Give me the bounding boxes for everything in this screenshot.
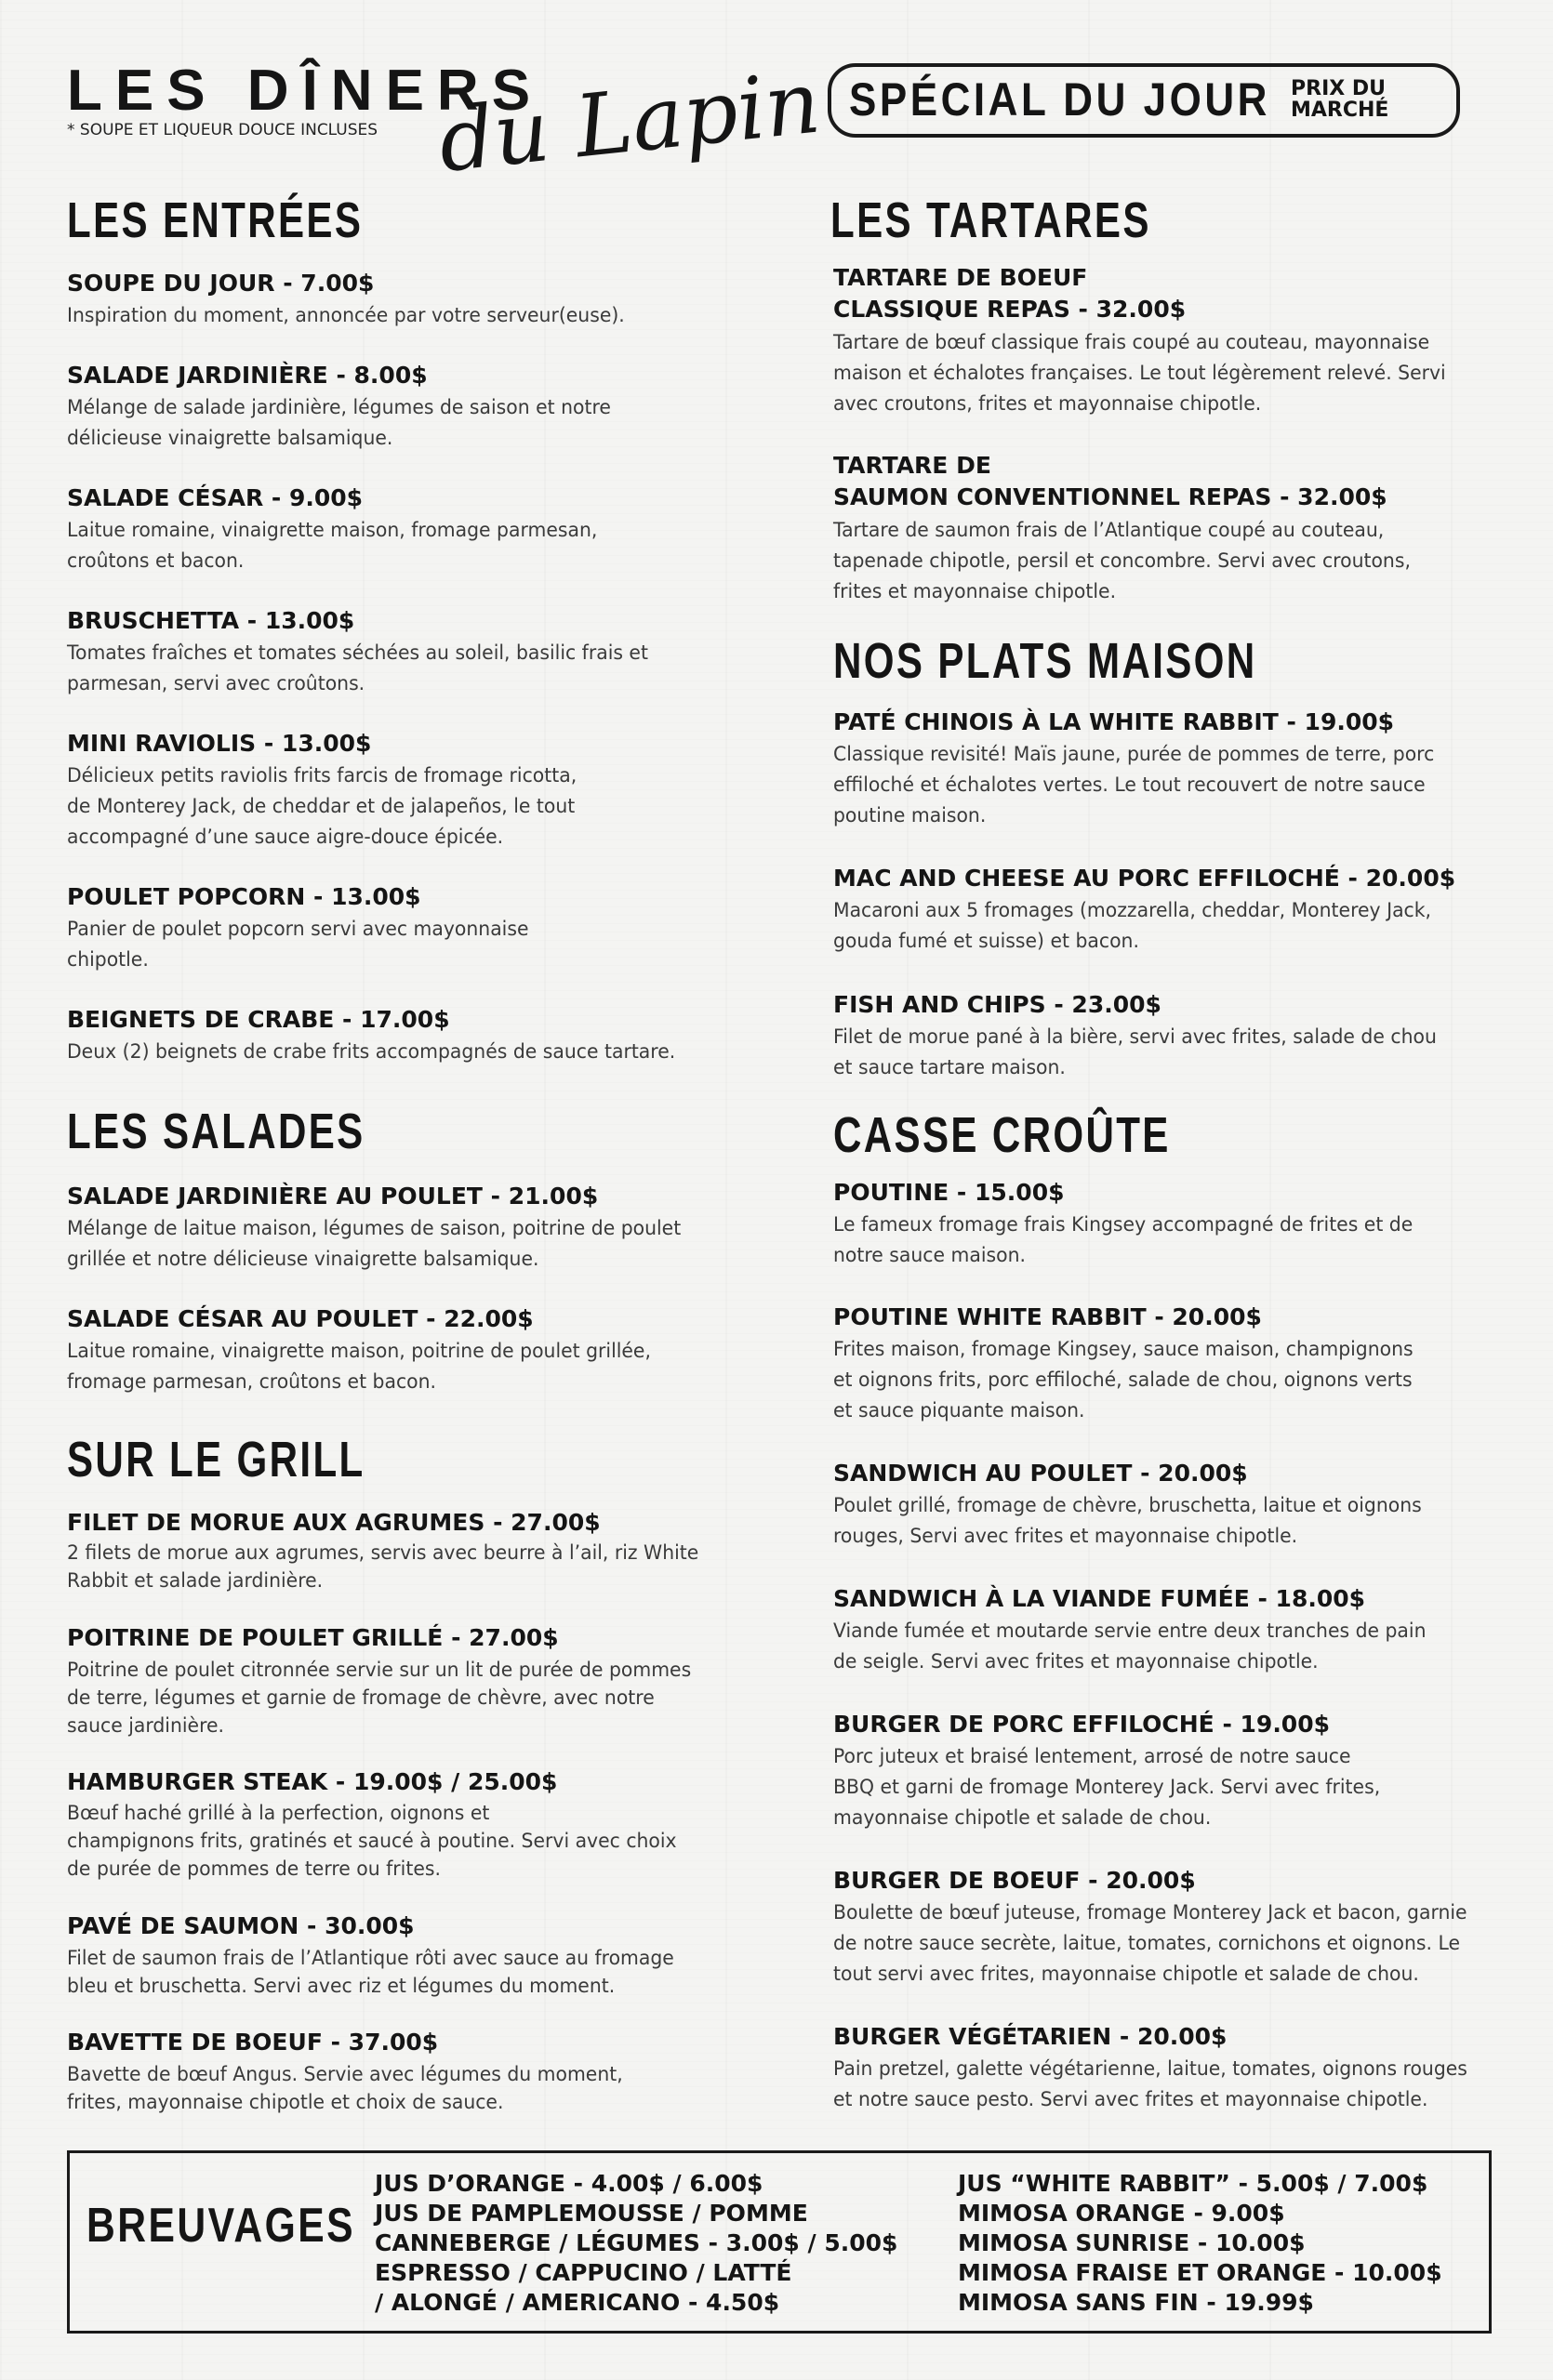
tartare-title: TARTARE DE BOEUF bbox=[833, 264, 1088, 291]
grill-desc: Rabbit et salade jardinière. bbox=[67, 1569, 324, 1592]
entree-desc: Deux (2) beignets de crabe frits accompagnés de sauce tartare. bbox=[67, 1040, 676, 1063]
grill-desc: Filet de saumon frais de l’Atlantique rôti avec sauce au fromage bbox=[67, 1947, 674, 1969]
entree-desc: Panier de poulet popcorn servi avec mayonnaise bbox=[67, 918, 529, 940]
entree-desc: accompagné d’une sauce aigre-douce épicée. bbox=[67, 826, 504, 848]
casse-title: BURGER VÉGÉTARIEN - 20.00$ bbox=[833, 2023, 1228, 2050]
casse-desc: tout servi avec frites, mayonnaise chipotle et salade de chou. bbox=[833, 1963, 1419, 1985]
maison-desc: Classique revisité! Maïs jaune, purée de pommes de terre, porc bbox=[833, 743, 1435, 765]
entree-desc: parmesan, servi avec croûtons. bbox=[67, 672, 365, 694]
grill-desc: frites, mayonnaise chipotle et choix de sauce. bbox=[67, 2091, 504, 2113]
special-price-line2: MARCHÉ bbox=[1291, 99, 1389, 122]
entree-title: BRUSCHETTA - 13.00$ bbox=[67, 607, 355, 634]
tartare-desc: avec croutons, frites et mayonnaise chipotle. bbox=[833, 392, 1262, 415]
svg-text:du Lapin: du Lapin bbox=[433, 52, 825, 192]
casse-desc: Porc juteux et braisé lentement, arrosé de notre sauce bbox=[833, 1745, 1351, 1767]
brand-title: LES DÎNERS bbox=[67, 59, 544, 123]
tartare-desc: tapenade chipotle, persil et concombre. Servi avec croutons, bbox=[833, 549, 1411, 572]
entree-desc: chipotle. bbox=[67, 948, 149, 971]
casse-desc: Poulet grillé, fromage de chèvre, bruschetta, laitue et oignons bbox=[833, 1494, 1422, 1516]
entree-desc: Inspiration du moment, annoncée par votre serveur(euse). bbox=[67, 304, 625, 326]
special-title: SPÉCIAL DU JOUR bbox=[849, 73, 1270, 126]
maison-desc: Filet de morue pané à la bière, servi avec frites, salade de chou bbox=[833, 1025, 1437, 1048]
casse-desc: et oignons frits, porc effiloché, salade de chou, oignons verts bbox=[833, 1368, 1413, 1391]
entree-desc: Délicieux petits raviolis frits farcis de fromage ricotta, bbox=[67, 764, 577, 787]
maison-title: MAC AND CHEESE AU PORC EFFILOCHÉ - 20.00$ bbox=[833, 865, 1456, 892]
casse-title: BURGER DE BOEUF - 20.00$ bbox=[833, 1867, 1196, 1894]
entree-title: BEIGNETS DE CRABE - 17.00$ bbox=[67, 1006, 450, 1033]
grill-desc: 2 filets de morue aux agrumes, servis avec beurre à l’ail, riz White bbox=[67, 1541, 699, 1564]
maison-desc: et sauce tartare maison. bbox=[833, 1056, 1066, 1078]
casse-desc: Pain pretzel, galette végétarienne, laitue, tomates, oignons rouges bbox=[833, 2057, 1467, 2080]
breuvages-heading: BREUVAGES bbox=[86, 2199, 356, 2253]
section-heading-salades: LES SALADES bbox=[67, 1104, 365, 1159]
casse-desc: Boulette de bœuf juteuse, fromage Monterey Jack et bacon, garnie bbox=[833, 1901, 1467, 1924]
entree-desc: Mélange de salade jardinière, légumes de saison et notre bbox=[67, 396, 611, 418]
salade-desc: Mélange de laitue maison, légumes de saison, poitrine de poulet bbox=[67, 1217, 682, 1239]
grill-title: FILET DE MORUE AUX AGRUMES - 27.00$ bbox=[67, 1509, 601, 1536]
casse-desc: et notre sauce pesto. Servi avec frites et mayonnaise chipotle. bbox=[833, 2088, 1428, 2110]
entree-title: SALADE JARDINIÈRE - 8.00$ bbox=[67, 362, 428, 389]
casse-title: POUTINE - 15.00$ bbox=[833, 1179, 1065, 1206]
maison-desc: poutine maison. bbox=[833, 804, 987, 826]
grill-desc: de purée de pommes de terre ou frites. bbox=[67, 1858, 441, 1880]
grill-desc: sauce jardinière. bbox=[67, 1714, 225, 1737]
casse-desc: rouges, Servi avec frites et mayonnaise chipotle. bbox=[833, 1525, 1298, 1547]
special-price bbox=[1291, 78, 1388, 121]
casse-title: SANDWICH À LA VIANDE FUMÉE - 18.00$ bbox=[833, 1585, 1366, 1612]
tartare-desc: Tartare de bœuf classique frais coupé au couteau, mayonnaise bbox=[833, 331, 1430, 353]
brand-script-logo bbox=[433, 52, 825, 195]
grill-desc: de terre, légumes et garnie de fromage de chèvre, avec notre bbox=[67, 1686, 655, 1709]
entree-desc: croûtons et bacon. bbox=[67, 549, 245, 572]
breuvage-line: MIMOSA ORANGE - 9.00$ bbox=[958, 2200, 1285, 2227]
salade-title: SALADE JARDINIÈRE AU POULET - 21.00$ bbox=[67, 1183, 599, 1210]
salade-desc: Laitue romaine, vinaigrette maison, poitrine de poulet grillée, bbox=[67, 1340, 651, 1362]
grill-desc: champignons frits, gratinés et saucé à poutine. Servi avec choix bbox=[67, 1830, 677, 1852]
casse-desc: BBQ et garni de fromage Monterey Jack. Servi avec frites, bbox=[833, 1776, 1381, 1798]
section-heading-casse-croute: CASSE CROÛTE bbox=[833, 1107, 1171, 1163]
tartare-title: CLASSIQUE REPAS - 32.00$ bbox=[833, 296, 1187, 323]
tartare-title: TARTARE DE bbox=[833, 452, 991, 479]
casse-desc: et sauce piquante maison. bbox=[833, 1399, 1085, 1421]
salade-desc: fromage parmesan, croûtons et bacon. bbox=[67, 1370, 436, 1393]
entree-title: POULET POPCORN - 13.00$ bbox=[67, 883, 421, 910]
casse-title: POUTINE WHITE RABBIT - 20.00$ bbox=[833, 1303, 1262, 1330]
maison-desc: effiloché et échalotes vertes. Le tout recouvert de notre sauce bbox=[833, 774, 1426, 796]
section-heading-grill: SUR LE GRILL bbox=[67, 1432, 365, 1488]
grill-desc: Poitrine de poulet citronnée servie sur un lit de purée de pommes bbox=[67, 1659, 692, 1681]
tartare-desc: maison et échalotes françaises. Le tout légèrement relevé. Servi bbox=[833, 362, 1446, 384]
maison-desc: gouda fumé et suisse) et bacon. bbox=[833, 930, 1139, 952]
breuvage-line: CANNEBERGE / LÉGUMES - 3.00$ / 5.00$ bbox=[375, 2229, 898, 2256]
salade-title: SALADE CÉSAR AU POULET - 22.00$ bbox=[67, 1305, 534, 1332]
casse-title: BURGER DE PORC EFFILOCHÉ - 19.00$ bbox=[833, 1711, 1330, 1738]
casse-desc: Viande fumée et moutarde servie entre deux tranches de pain bbox=[833, 1620, 1427, 1642]
breuvage-line: JUS “WHITE RABBIT” - 5.00$ / 7.00$ bbox=[958, 2170, 1428, 2197]
casse-desc: Frites maison, fromage Kingsey, sauce maison, champignons bbox=[833, 1338, 1414, 1360]
grill-desc: Bavette de bœuf Angus. Servie avec légumes du moment, bbox=[67, 2063, 623, 2085]
section-heading-maison: NOS PLATS MAISON bbox=[833, 633, 1257, 689]
casse-desc: notre sauce maison. bbox=[833, 1244, 1026, 1266]
breuvage-line: / ALONGÉ / AMERICANO - 4.50$ bbox=[375, 2289, 780, 2316]
section-heading-entrees: LES ENTRÉES bbox=[67, 192, 364, 248]
maison-title: FISH AND CHIPS - 23.00$ bbox=[833, 991, 1161, 1018]
casse-desc: Le fameux fromage frais Kingsey accompagné de frites et de bbox=[833, 1213, 1414, 1236]
entree-title: MINI RAVIOLIS - 13.00$ bbox=[67, 730, 372, 757]
casse-desc: de notre sauce secrète, laitue, tomates, cornichons et oignons. Le bbox=[833, 1932, 1460, 1954]
entree-title: SALADE CÉSAR - 9.00$ bbox=[67, 484, 364, 511]
breuvage-line: ESPRESSO / CAPPUCINO / LATTÉ bbox=[375, 2259, 792, 2286]
entree-desc: Tomates fraîches et tomates séchées au soleil, basilic frais et bbox=[67, 641, 648, 664]
breuvage-line: MIMOSA FRAISE ET ORANGE - 10.00$ bbox=[958, 2259, 1442, 2286]
brand-note: * SOUPE ET LIQUEUR DOUCE INCLUSES bbox=[67, 121, 378, 139]
section-heading-tartares: LES TARTARES bbox=[830, 192, 1151, 248]
tartare-desc: frites et mayonnaise chipotle. bbox=[833, 580, 1117, 602]
entree-desc: délicieuse vinaigrette balsamique. bbox=[67, 427, 393, 449]
grill-desc: bleu et bruschetta. Servi avec riz et légumes du moment. bbox=[67, 1975, 616, 1997]
casse-desc: de seigle. Servi avec frites et mayonnaise chipotle. bbox=[833, 1650, 1319, 1673]
maison-title: PATÉ CHINOIS À LA WHITE RABBIT - 19.00$ bbox=[833, 708, 1395, 735]
grill-title: POITRINE DE POULET GRILLÉ - 27.00$ bbox=[67, 1624, 559, 1651]
breuvage-line: MIMOSA SANS FIN - 19.99$ bbox=[958, 2289, 1314, 2316]
casse-title: SANDWICH AU POULET - 20.00$ bbox=[833, 1460, 1248, 1487]
entree-title: SOUPE DU JOUR - 7.00$ bbox=[67, 270, 375, 297]
grill-title: PAVÉ DE SAUMON - 30.00$ bbox=[67, 1912, 415, 1939]
casse-desc: mayonnaise chipotle et salade de chou. bbox=[833, 1806, 1212, 1829]
tartare-desc: Tartare de saumon frais de l’Atlantique coupé au couteau, bbox=[833, 519, 1385, 541]
grill-title: BAVETTE DE BOEUF - 37.00$ bbox=[67, 2029, 439, 2056]
maison-desc: Macaroni aux 5 fromages (mozzarella, cheddar, Monterey Jack, bbox=[833, 899, 1432, 921]
entree-desc: Laitue romaine, vinaigrette maison, fromage parmesan, bbox=[67, 519, 598, 541]
grill-desc: Bœuf haché grillé à la perfection, oignons et bbox=[67, 1802, 490, 1824]
breuvage-line: JUS D’ORANGE - 4.00$ / 6.00$ bbox=[375, 2170, 763, 2197]
salade-desc: grillée et notre délicieuse vinaigrette balsamique. bbox=[67, 1248, 539, 1270]
special-price-line1: PRIX DU bbox=[1291, 77, 1386, 100]
breuvage-line: JUS DE PAMPLEMOUSSE / POMME bbox=[375, 2200, 808, 2227]
breuvage-line: MIMOSA SUNRISE - 10.00$ bbox=[958, 2229, 1306, 2256]
entree-desc: de Monterey Jack, de cheddar et de jalapeños, le tout bbox=[67, 795, 576, 817]
tartare-title: SAUMON CONVENTIONNEL REPAS - 32.00$ bbox=[833, 483, 1387, 510]
grill-title: HAMBURGER STEAK - 19.00$ / 25.00$ bbox=[67, 1768, 558, 1795]
